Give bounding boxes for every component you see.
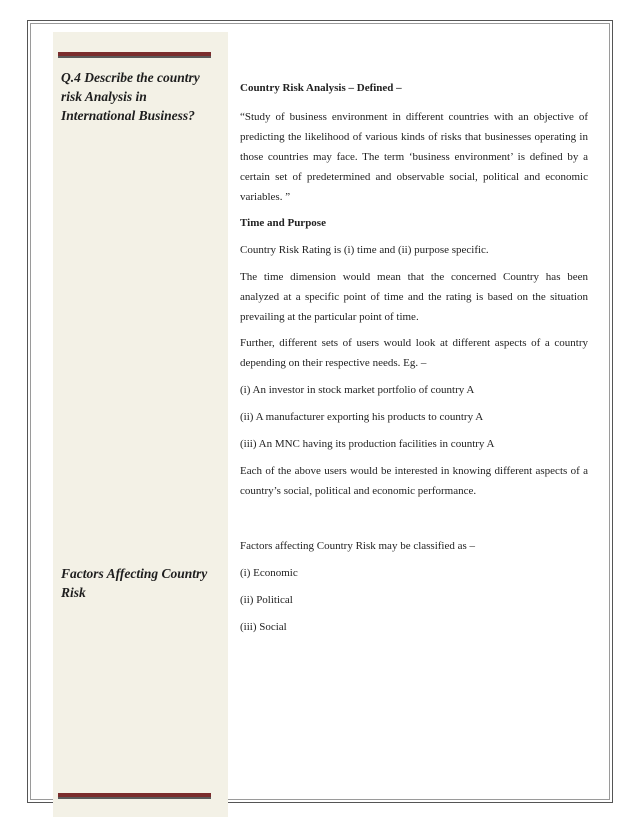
user-item: (i) An investor in stock market portfolio of country A	[240, 384, 475, 396]
factor-item: (iii) Social	[240, 621, 287, 633]
users-summary-paragraph: Each of the above users would be interested in knowing different aspects of a country’s social, political and economic performance.	[240, 465, 588, 497]
time-purpose-heading: Time and Purpose	[240, 217, 326, 229]
user-item: (iii) An MNC having its production facilities in country A	[240, 438, 495, 450]
factor-item: (i) Economic	[240, 567, 298, 579]
factor-item: (ii) Political	[240, 594, 293, 606]
rating-specific-text: Country Risk Rating is (i) time and (ii) purpose specific.	[240, 244, 489, 256]
time-dimension-paragraph: The time dimension would mean that the concerned Country has been analyzed at a specific point of time and the rating is based on the situation prevailing at the particular point of time.	[240, 271, 588, 323]
question-heading: Q.4 Describe the country risk Analysis in International Business?	[61, 70, 200, 123]
sidebar-rule-top	[58, 52, 211, 58]
defined-heading: Country Risk Analysis – Defined –	[240, 82, 402, 94]
factors-heading: Factors Affecting Country Risk	[61, 566, 208, 600]
sidebar-rule-bottom	[58, 793, 211, 799]
sidebar-panel	[53, 32, 228, 817]
users-intro-paragraph: Further, different sets of users would look at different aspects of a country depending on their respective needs. Eg. –	[240, 337, 588, 369]
user-item: (ii) A manufacturer exporting his products to country A	[240, 411, 484, 423]
definition-paragraph: “Study of business environment in different countries with an objective of predicting the likelihood of various kinds of risks that businesses operating in those countries may face. The term ‘business environment’ is defined by a certain set of predetermined and observable social, political and economic variables. ”	[240, 111, 588, 203]
factors-intro: Factors affecting Country Risk may be classified as –	[240, 540, 476, 552]
main-content	[240, 78, 588, 637]
